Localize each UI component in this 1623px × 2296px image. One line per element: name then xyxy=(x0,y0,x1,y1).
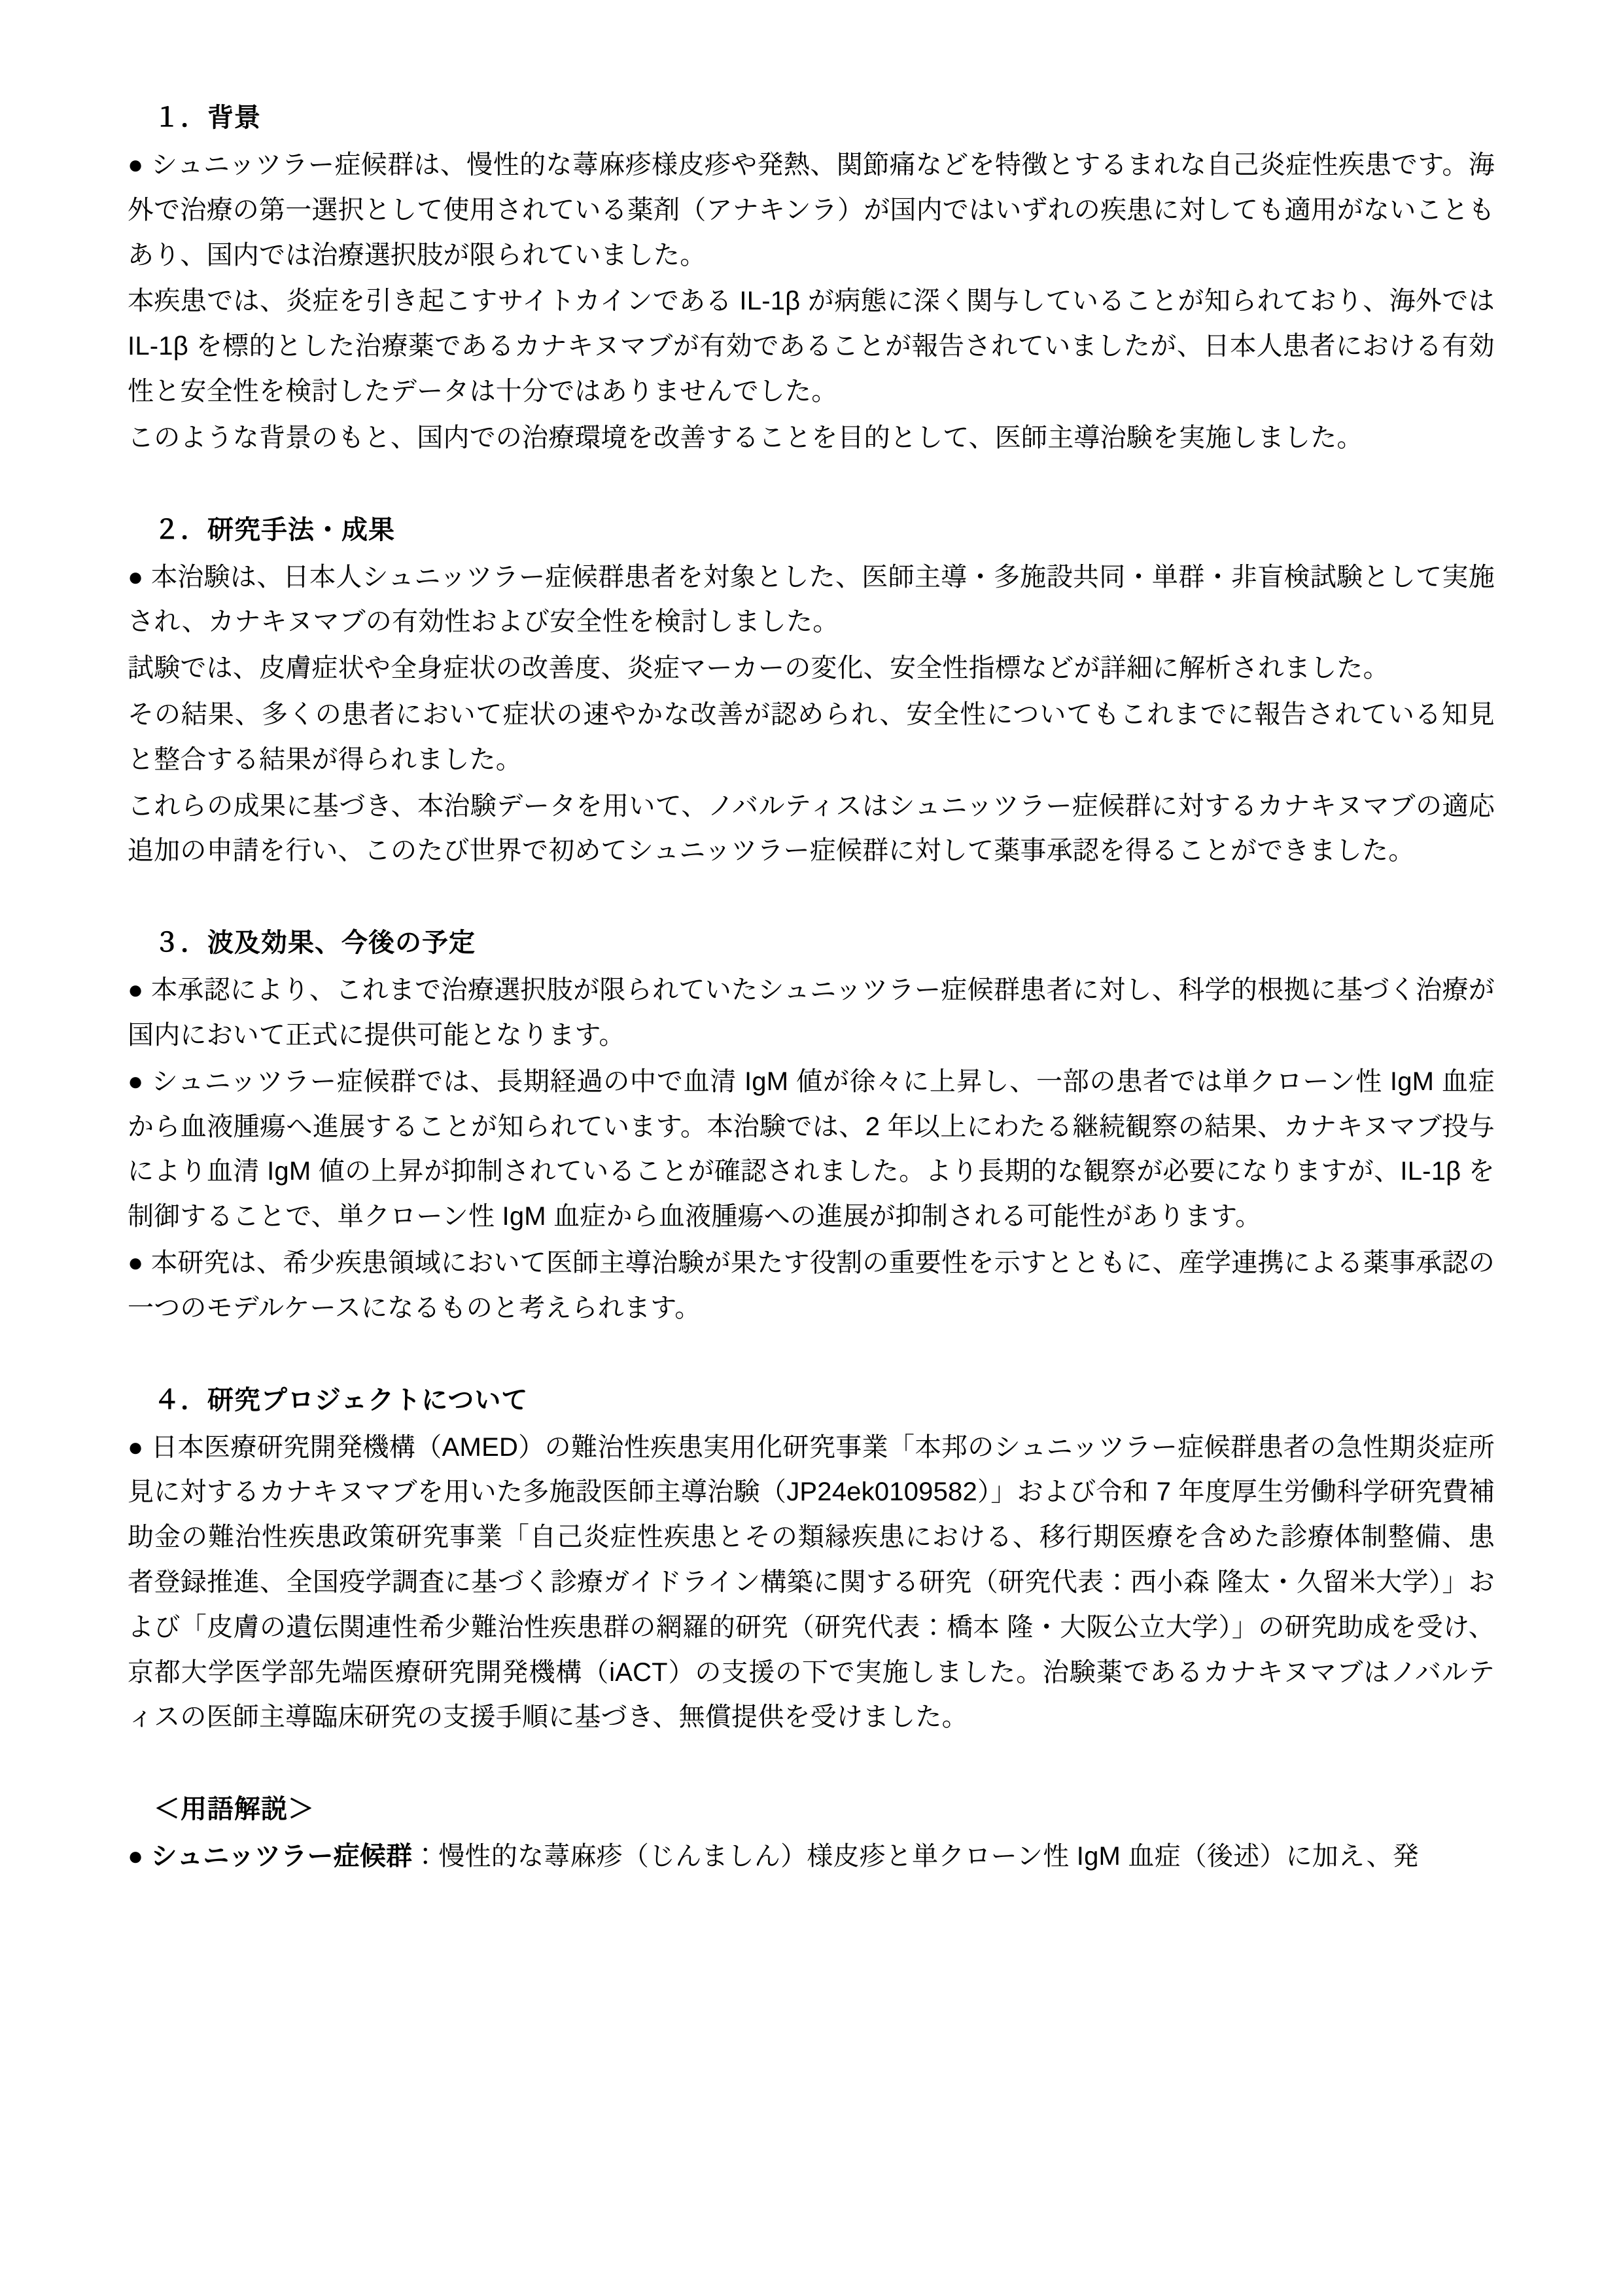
paragraph-methods-3: その結果、多くの患者において症状の速やかな改善が認められ、安全性についてもこれまでに報告されている知見と整合する結果が得られました。 xyxy=(128,699,1495,774)
section-heading-background: １．背景 xyxy=(154,103,261,132)
section-methods-results xyxy=(128,510,1495,874)
section-spacer-1 xyxy=(128,472,1495,510)
section-heading-methods-results: ２．研究手法・成果 xyxy=(154,515,395,544)
glossary-definition: ：慢性的な蕁麻疹（じんましん）様皮疹と単クローン性 IgM 血症（後述）に加え、発 xyxy=(412,1842,1419,1871)
glossary-term: ● シュニッツラー症候群 xyxy=(128,1842,413,1871)
section-background xyxy=(128,98,1495,461)
section-impact-future xyxy=(128,923,1495,1330)
section-heading-impact-future: ３．波及効果、今後の予定 xyxy=(154,928,476,958)
paragraph-impact-1: ● 本承認により、これまで治療選択肢が限られていたシュニッツラー症候群患者に対し、科学的根拠に基づく治療が国内において正式に提供可能となります。 xyxy=(128,976,1495,1050)
section-heading-project: ４．研究プロジェクトについて xyxy=(154,1385,529,1415)
paragraph-background-3: このような背景のもと、国内での治療環境を改善することを目的として、医師主導治験を実施しました。 xyxy=(128,423,1363,452)
paragraph-impact-2: ● シュニッツラー症候群では、長期経過の中で血清 IgM 値が徐々に上昇し、一部の患者では単クローン性 IgM 血症から血液腫瘍へ進展することが知られています。本治験では、2 年以上にわたる継続観察の結果、カナキヌマブ投与により血清 IgM 値の上昇が抑制されていることが確認されました。より長期的な観察が必要になりますが、IL-1β を制御することで、単クローン性 IgM 血症から血液腫瘍への進展が抑制される可能性があります。 xyxy=(128,1067,1495,1231)
section-project xyxy=(128,1381,1495,1740)
paragraph-background-1: ● シュニッツラー症候群は、慢性的な蕁麻疹様皮疹や発熱、関節痛などを特徴とするまれな自己炎症性疾患です。海外で治療の第一選択として使用されている薬剤（アナキンラ）が国内ではいずれの疾患に対しても適用がないこともあり、国内では治療選択肢が限られていました。 xyxy=(128,150,1495,270)
paragraph-background-2: 本疾患では、炎症を引き起こすサイトカインである IL-1β が病態に深く関与していることが知られており、海外では IL-1β を標的とした治療薬であるカナキヌマブが有効であることが報告されていましたが、日本人患者における有効性と安全性を検討したデータは十分ではありませんでした。 xyxy=(128,287,1495,406)
paragraph-project-1: ● 日本医療研究開発機構（AMED）の難治性疾患実用化研究事業「本邦のシュニッツラー症候群患者の急性期炎症所見に対するカナキヌマブを用いた多施設医師主導治験（JP24ek0109582）」および令和 7 年度厚生労働科学研究費補助金の難治性疾患政策研究事業「自己炎症性疾患とその類縁疾患における、移行期医療を含めた診療体制整備、患者登録推進、全国疫学調査に基づく診療ガイドライン構築に関する研究（研究代表：西小森 隆太・久留米大学）」および「皮膚の遺伝関連性希少難治性疾患群の網羅的研究（研究代表：橋本 隆・大阪公立大学）」の研究助成を受け、京都大学医学部先端医療研究開発機構（iACT）の支援の下で実施しました。治験薬であるカナキヌマブはノバルティスの医師主導臨床研究の支援手順に基づき、無償提供を受けました。 xyxy=(128,1432,1495,1732)
section-heading-glossary: ＜用語解説＞ xyxy=(154,1795,315,1824)
section-spacer-3 xyxy=(128,1343,1495,1381)
section-glossary xyxy=(128,1790,1495,1879)
paragraph-glossary-1 xyxy=(128,1834,1495,1879)
section-spacer-4 xyxy=(128,1752,1495,1790)
paragraph-methods-4: これらの成果に基づき、本治験データを用いて、ノバルティスはシュニッツラー症候群に対するカナキヌマブの適応追加の申請を行い、このたび世界で初めてシュニッツラー症候群に対して薬事承認を得ることができました。 xyxy=(128,791,1495,866)
paragraph-methods-1: ● 本治験は、日本人シュニッツラー症候群患者を対象とした、医師主導・多施設共同・単群・非盲検試験として実施され、カナキヌマブの有効性および安全性を検討しました。 xyxy=(128,562,1495,637)
paragraph-methods-2: 試験では、皮膚症状や全身症状の改善度、炎症マーカーの変化、安全性指標などが詳細に解析されました。 xyxy=(128,654,1389,683)
section-spacer-2 xyxy=(128,885,1495,923)
paragraph-impact-3: ● 本研究は、希少疾患領域において医師主導治験が果たす役割の重要性を示すとともに、産学連携による薬事承認の一つのモデルケースになるものと考えられます。 xyxy=(128,1248,1495,1322)
document-body xyxy=(128,98,1495,1879)
